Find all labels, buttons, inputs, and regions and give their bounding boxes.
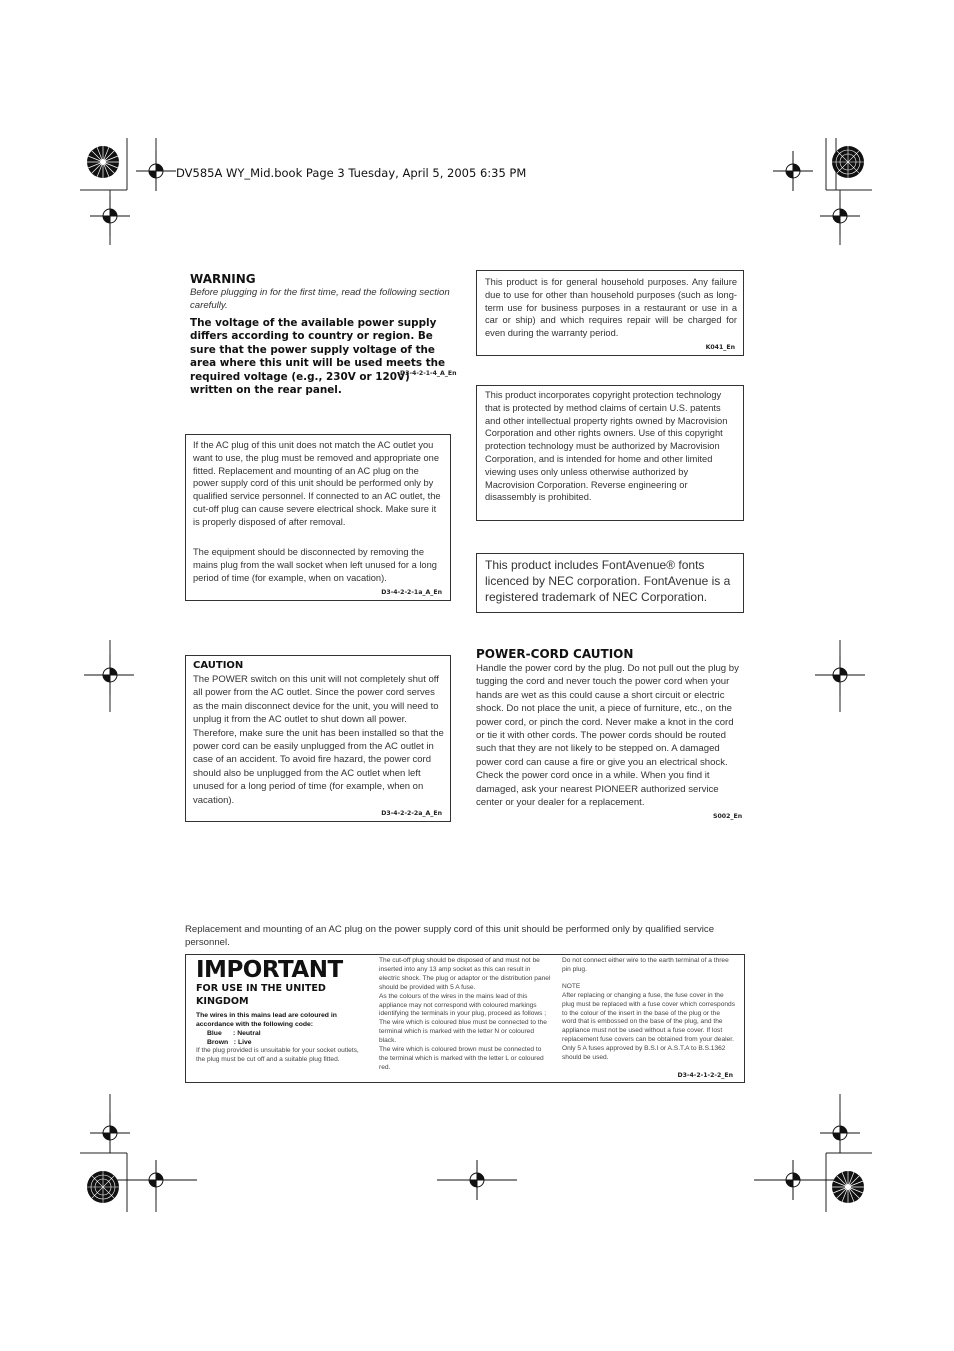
col2-para: The wire which is coloured brown must be connected to the terminal which is marked with the letter L or coloured red. [379, 1046, 544, 1071]
registration-starburst-icon [86, 1170, 120, 1204]
print-header: DV585A WY_Mid.book Page 3 Tuesday, April 5, 2005 6:35 PM [176, 166, 527, 180]
wire-blue: Blue : Neutral [207, 1030, 261, 1037]
acplug-body-2: The equipment should be disconnected by removing the mains plug from the wall socket when left unused for a long period of time (for example, when on vacation). [193, 547, 437, 583]
powercord-section [476, 647, 744, 809]
crosshair-icon [90, 1113, 130, 1153]
household-code: K041_En [705, 344, 735, 351]
acplug-code: D3-4-2-2-1a_A_En [381, 589, 442, 596]
col3-para: Only 5 A fuses approved by B.S.I or A.S.T.A to B.S.1362 should be used. [562, 1045, 726, 1062]
caution-body: The POWER switch on this unit will not completely shut off all power from the AC outlet. Since the power cord serves as the main disconnect device for the unit, you will need to unplug it from the AC outlet to shut down all power. Therefore, make sure the unit has been installed so that the power cord can be easily unplugged from the AC outlet in case of an accident. To avoid fire hazard, the power cord should also be unplugged from the AC outlet when left unused for a long period of time (for example, when on vacation). [193, 674, 444, 806]
warning-intro: Before plugging in for the first time, read the following section carefully. [190, 287, 450, 311]
warning-body: The voltage of the available power supply differs according to country or region. Be sure that the power supply voltage of the area where this unit will be used meets the required voltage (e.g., 230V or 120V) written on the rear panel. [190, 316, 446, 397]
powercord-title: POWER-CORD CAUTION [476, 647, 634, 661]
important-col3 [562, 957, 736, 1063]
replacement-note: Replacement and mounting of an AC plug on the power supply cord of this unit should be performed only by qualified service personnel. [185, 924, 715, 949]
wires-intro: The wires in this mains lead are coloured in accordance with the following code: [196, 1012, 337, 1028]
powercord-body: Handle the power cord by the plug. Do not pull out the plug by tugging the cord and never touch the power cord when your hands are wet as this could cause a short circuit or electric shock. Do not place the unit, a piece of furniture, etc., on the power cord, or pinch the cord. Never make a knot in the cord or tie it with other cords. The power cords should be routed such that they are not likely to be stepped on. A damaged power cord can cause a fire or give you an electrical shock. Check the power cord once in a while. When you find it damaged, ask your nearest PIONEER authorized service center or your dealer for a replacement. [476, 663, 739, 809]
warning-section [190, 272, 458, 398]
acplug-body-1: If the AC plug of this unit does not match the AC outlet you want to use, the plug must be removed and appropriate one fitted. Replacement and mounting of an AC plug on the power supply cord of this unit should be performed only by qualified service personnel. If connected to an AC outlet, the cut-off plug can cause severe electrical shock. Make sure it is properly disposed of after removal. [193, 440, 441, 527]
caution-title: CAUTION [193, 660, 244, 671]
caution-notice-box [185, 655, 451, 822]
col2-para: The cut-off plug should be disposed of and must not be inserted into any 13 amp socket as this can result in electric shock. The plug or adaptor or the distribution panel should be provided with 5 A fuse. [379, 957, 551, 991]
crosshair-icon [117, 1160, 197, 1200]
unsuitable-plug-note: If the plug provided is unsuitable for your socket outlets, the plug must be cut off and a suitable plug fitted. [196, 1047, 359, 1063]
acplug-notice-box [185, 434, 451, 601]
fontavenue-notice-box [476, 553, 744, 613]
macrovision-body: This product incorporates copyright protection technology that is protected by method claims of certain U.S. patents and other intellectual property rights owned by Macrovision Corporation and other rights owners. Use of this copyright protection technology must be authorized by Macrovision Corporation, and is intended for home and other limited viewing uses only unless otherwise authorized by Macrovision Corporation. Reverse engineering or disassembly is prohibited. [485, 390, 728, 503]
col2-para: The wire which is coloured blue must be connected to the terminal which is marked with the letter N or coloured black. [379, 1019, 547, 1045]
col3-note-label: NOTE [562, 982, 581, 990]
crosshair-icon [90, 196, 130, 236]
important-subtitle: FOR USE IN THE UNITED KINGDOM [196, 983, 326, 1007]
important-box [185, 954, 745, 1083]
col3-para: Do not connect either wire to the earth terminal of a three pin plug. [562, 957, 729, 973]
wire-brown: Brown : Live [207, 1039, 252, 1046]
macrovision-notice-box [476, 385, 744, 521]
crosshair-icon [815, 655, 865, 695]
household-notice-box [476, 270, 744, 356]
important-title: IMPORTANT [196, 957, 343, 983]
important-col2 [379, 957, 551, 1073]
crosshair-icon [437, 1160, 517, 1200]
important-code: D3-4-2-1-2-2_En [677, 1072, 733, 1079]
registration-starburst-icon [86, 145, 120, 179]
crosshair-icon [84, 655, 134, 695]
registration-starburst-icon [831, 1170, 865, 1204]
registration-starburst-icon [831, 145, 865, 179]
household-body: This product is for general household purposes. Any failure due to use for other than household purposes (such as long-term use for business purposes in a restaurant or use in a car or ship) and which requires repair will be charged for even during the warranty period. [485, 277, 737, 339]
crosshair-icon [820, 196, 860, 236]
col2-para: As the colours of the wires in the mains lead of this appliance may not correspond with coloured markings identifying the terminals in your plug, proceed as follows ; [379, 992, 547, 1018]
crosshair-icon [773, 151, 813, 191]
crosshair-icon [820, 1113, 860, 1153]
powercord-code: S002_En [713, 813, 743, 820]
fontavenue-body: This product includes FontAvenue® fonts licenced by NEC corporation. FontAvenue is a registered trademark of NEC Corporation. [485, 558, 731, 605]
crosshair-icon [754, 1160, 834, 1200]
crosshair-icon [136, 151, 176, 191]
warning-title: WARNING [190, 272, 256, 286]
caution-code: D3-4-2-2-2a_A_En [381, 810, 442, 817]
warning-code: D3-4-2-1-4_A_En [400, 370, 457, 377]
col3-para: After replacing or changing a fuse, the fuse cover in the plug must be replaced with a fuse cover which corresponds to the colour of the insert in the base of the plug or the word that is embossed on the base of the plug, and the appliance must not be used without a fuse cover. If lost replacement fuse covers can be obtained from your dealer. [562, 991, 735, 1044]
